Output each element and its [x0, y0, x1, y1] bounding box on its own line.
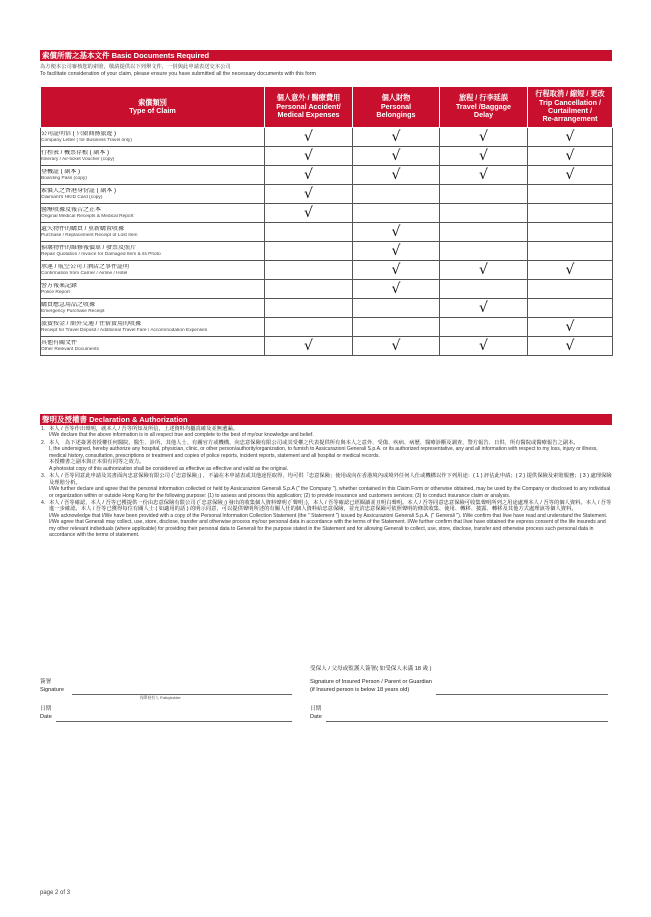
item-number: 1. — [41, 426, 46, 432]
table-row — [41, 242, 613, 261]
document-label-zh: 承運 / 航空公司 / 酒店之事件証明 — [41, 263, 130, 270]
item-en: I/We declare that the above information is in all respect true and complete to the best of my/our knowledge and belief. — [49, 432, 314, 439]
check-mark-icon: √ — [528, 318, 613, 337]
table-row — [41, 166, 613, 185]
item-zh: 本人 / 吾等確認，本人 / 吾等已獲提供一份由忠意保險有限公司 (「忠意保險」) 發出的收集個人資料聲明 (「聲明」)，本人 / 吾等確認已經閱讀並且明白聲明。本人 / 吾等同意忠意保險可收集聲明所列之用途處理本人 / 吾等的個人資料。本人 / 吾等進一步確認，本人 / 吾等已獲得每位有關人士 ( 如適用的話 ) 的明示同意，可以提供聲明所述的有關人仕的個人資料給忠意保險，並允許忠意保險可依照聲明的條款收集、使用、轉移、披露、轉移及其他方式處理該等個人資料。 — [49, 499, 612, 513]
empty-cell — [265, 299, 353, 318]
check-mark-icon: √ — [353, 242, 440, 261]
check-mark-icon: √ — [353, 223, 440, 242]
document-label — [41, 147, 265, 166]
intro-zh: 為方便本公司審核您的索賠，敬請提供以下列舉文件，一併與此申請表送交本公司 — [40, 64, 231, 70]
insured-signature-en1: Signature of Insured Person / Parent or Guardian — [310, 679, 432, 685]
check-mark-icon: √ — [440, 299, 528, 318]
check-mark-icon: √ — [265, 166, 353, 185]
item-en: I, the undersigned, hereby authorize any hospital, physician, clinic, or other person/authority/organization, to furnish to Assicurazioni Generali S.p.A. or its authorized representative, any and all information with respect to my loss, injury or illness, medical history, consultation, prescriptions or treatment and copies of police reports, incident reports, statement and all hospital or medical records. — [49, 446, 598, 459]
table-row — [41, 185, 613, 204]
check-mark-icon: √ — [528, 166, 613, 185]
item-number: 3. — [41, 473, 46, 480]
signature-label-en: Signature — [40, 687, 64, 693]
document-label — [41, 185, 265, 204]
document-label-zh: 警方報案記錄 — [41, 282, 78, 289]
document-label — [41, 261, 265, 280]
date-label-en: Date — [40, 714, 52, 720]
insured-signature-zh: 受保人 / 父母或監護人簽署( 如受保人未滿 18 歲 ) — [310, 666, 432, 672]
table-row — [41, 147, 613, 166]
item-zh: 本人 / 吾等作出聲明，就本人 / 吾等所知及所信，上述資料均屬真確及並無遺漏。 — [49, 426, 238, 432]
document-label-zh: 行程表 / 機票存根 ( 副本 ) — [41, 149, 109, 156]
date-label-zh-right: 日期 — [310, 706, 322, 712]
item-en: I/We acknowledge that I/We have been provided with a copy of the Personal Information Collection Statement (the " Statement ") issued by Assicurazioni Generali S.p.A. (" Generali "). I/We confirm that I/we have read and understand the Statement. I/We agree that Generali may collect, use, store, disclose, transfer and otherwise process my/our personal data in accordance with the terms of the Statement. I/We further confirm that I/we have obtained the express consent of the life insureds and my other relevant individuals (where applicable) for providing their personal data to Generali for the purpose stated in the Statement and for allowing Generali to collect, use, store, disclose, transfer and otherwise process such personal data in accordance with the terms of statement. — [49, 512, 608, 539]
check-mark-icon: √ — [353, 166, 440, 185]
empty-cell — [440, 280, 528, 299]
empty-cell — [528, 185, 613, 204]
check-mark-icon: √ — [528, 147, 613, 166]
document-label-zh: 登機証 ( 副本 ) — [41, 168, 80, 175]
empty-cell — [528, 299, 613, 318]
empty-cell — [440, 318, 528, 337]
document-label-en: Boarding Pass (copy) — [41, 175, 87, 181]
declaration-body — [40, 426, 612, 540]
empty-cell — [353, 318, 440, 337]
empty-cell — [528, 242, 613, 261]
check-mark-icon: √ — [528, 337, 613, 356]
header-travel-delay: 旅程 / 行李延誤 Travel /Baggage Delay — [440, 87, 528, 128]
table-row — [41, 204, 613, 223]
empty-cell — [353, 299, 440, 318]
document-label — [41, 280, 265, 299]
item-en: I/We further declare and agree that the personal information collected or held by Assicurazioni Generali S.p.A (" the Company "), whether contained in this Claim Form or otherwise obtained, may be used by the Company or disclosed to any individual or organization within or outside Hong Kong for the following purpose: (1) to assess and process this application; (2) to provide insurance and customers services; (3) to conduct insurance claim or analysis. — [49, 486, 611, 499]
intro-text — [40, 64, 612, 77]
check-mark-icon: √ — [528, 261, 613, 280]
header-personal-belongings: 個人財物 Personal Belongings — [353, 87, 440, 128]
table-row — [41, 299, 613, 318]
policyholder-caption: 保單持有人 Policyholder — [140, 696, 181, 700]
item-zh: 本人 為下述簽署者授權任何醫院、醫生、診所、其他人士、有關官方或機構，向忠意保險有限公司或其受權之代表提供所有與本人之意外、受傷、疾病、病歷、醫療診斷及調查、警方報告、日供、所有醫院或醫療報告之副本。 — [49, 439, 579, 446]
check-mark-icon: √ — [265, 147, 353, 166]
empty-cell — [265, 261, 353, 280]
document-label-en: Police Report — [41, 289, 70, 295]
check-mark-icon: √ — [440, 128, 528, 147]
check-mark-icon: √ — [528, 128, 613, 147]
basic-documents-heading: 索償所需之基本文件 Basic Documents Required — [40, 50, 612, 61]
policyholder-date-line[interactable] — [56, 721, 292, 722]
document-label — [41, 337, 265, 356]
check-mark-icon: √ — [440, 261, 528, 280]
header-type-of-claim: 索償類別 Type of Claim — [41, 87, 265, 128]
document-label-zh: 其他有關文件 — [41, 339, 78, 346]
empty-cell — [353, 185, 440, 204]
document-label-zh: 損壞物件的維修報價單 / 發票及照片 — [41, 244, 137, 251]
document-label-zh: 醫療收據及報告之正本 — [41, 206, 102, 213]
insured-date-line[interactable] — [326, 721, 608, 722]
document-label-zh: 公司証明信 ( 只限商務旅遊 ) — [41, 130, 116, 137]
policyholder-signature-line[interactable] — [72, 694, 292, 695]
date-label-en-right: Date — [310, 714, 322, 720]
document-label-en: Company Letter ( for Business Travel only) — [41, 137, 132, 143]
declaration-item — [40, 426, 612, 439]
check-mark-icon: √ — [440, 166, 528, 185]
signature-label-zh: 簽署 — [40, 679, 52, 685]
table-row — [41, 128, 613, 147]
document-label — [41, 204, 265, 223]
document-label-en: Emergency Purchase Receipt — [41, 308, 105, 314]
document-label-en: Other Relevant Documents — [41, 346, 99, 352]
document-label-zh: 購買應急用品之收據 — [41, 301, 96, 308]
header-trip-cancellation: 行程取消 / 縮短 / 更改 Trip Cancellation / Curtailment / Re-arrangement — [528, 87, 613, 128]
check-mark-icon: √ — [353, 128, 440, 147]
check-mark-icon: √ — [265, 337, 353, 356]
item-number: 2. — [41, 439, 46, 446]
date-label-zh: 日期 — [40, 706, 52, 712]
table-row — [41, 318, 613, 337]
document-label-zh: 索償人之香港身份証 ( 副本 ) — [41, 187, 116, 194]
document-label — [41, 242, 265, 261]
empty-cell — [440, 242, 528, 261]
document-label-en: Purchase / Replacement Receipt of Lost Item — [41, 232, 138, 238]
check-mark-icon: √ — [265, 185, 353, 204]
empty-cell — [265, 223, 353, 242]
document-label-en: Receipt for Travel Deposit / Additional Travel Fare / Accommodation Expenses — [41, 327, 208, 333]
document-label-en: Confirmation from Carrier / Airline / Hotel — [41, 270, 128, 276]
insured-signature-en2: (if Insured person is below 18 years old) — [310, 687, 410, 693]
item-zh: 本人 / 吾等同意此申請及其書面內忠意保險有限公司 (「忠意保險」) ，不論在本申請表或其他途徑取得，均可供「忠意保險」使用或向在香港境內或境外任何人仕或機構以作下列用途：( 1 ) 評估此申請；( 2 ) 提供保險及索賠服務；( 3 ) 處理保險及理賠分析。 — [49, 473, 612, 486]
document-label — [41, 318, 265, 337]
empty-cell — [440, 185, 528, 204]
declaration-item — [40, 440, 612, 472]
intro-en: To facilitate consideration of your claim, please ensure you have submitted all the necessary documents with this form — [40, 70, 316, 77]
check-mark-icon: √ — [440, 147, 528, 166]
document-label-en: Itinerary / Air-ticket Voucher (copy) — [41, 156, 115, 162]
empty-cell — [353, 204, 440, 223]
table-row — [41, 223, 613, 242]
table-row — [41, 261, 613, 280]
declaration-item — [40, 473, 612, 499]
document-label — [41, 299, 265, 318]
documents-table — [40, 86, 613, 356]
check-mark-icon: √ — [265, 204, 353, 223]
table-row — [41, 280, 613, 299]
document-label-en: Claimant's HKID Card (copy) — [41, 194, 103, 200]
empty-cell — [440, 223, 528, 242]
empty-cell — [265, 280, 353, 299]
check-mark-icon: √ — [353, 337, 440, 356]
document-label-zh: 遺失物件的購買 / 重新購置收據 — [41, 225, 125, 232]
page-number: page 2 of 3 — [40, 890, 71, 896]
table-row — [41, 337, 613, 356]
item-number: 4. — [41, 499, 46, 506]
document-label-en: Original Medical Receipts & Medical Report — [41, 213, 134, 219]
header-personal-accident: 個人意外 / 醫療費用 Personal Accident/ Medical Expenses — [265, 87, 353, 128]
declaration-item — [40, 500, 612, 539]
empty-cell — [265, 242, 353, 261]
document-label-en: Repair Quotation / Invoice for Damaged Item & its Photo — [41, 251, 161, 257]
check-mark-icon: √ — [353, 280, 440, 299]
empty-cell — [528, 280, 613, 299]
item-zh-note: 本授權書之副本與正本俱有同等之效力。 — [49, 459, 145, 466]
check-mark-icon: √ — [265, 128, 353, 147]
document-label — [41, 166, 265, 185]
check-mark-icon: √ — [353, 147, 440, 166]
insured-signature-line[interactable] — [436, 694, 608, 695]
document-label — [41, 223, 265, 242]
check-mark-icon: √ — [353, 261, 440, 280]
document-label — [41, 128, 265, 147]
empty-cell — [528, 223, 613, 242]
empty-cell — [265, 318, 353, 337]
declaration-heading: 聲明及授權書 Declaration & Authorization — [40, 414, 612, 425]
empty-cell — [440, 204, 528, 223]
check-mark-icon: √ — [440, 337, 528, 356]
empty-cell — [528, 204, 613, 223]
document-label-zh: 旅費按金 / 額外交通 / 住宿費用的收據 — [41, 320, 142, 327]
item-en-note: A photostat copy of this authorization shall be considered as effective as effective and valid as the original. — [49, 465, 289, 472]
